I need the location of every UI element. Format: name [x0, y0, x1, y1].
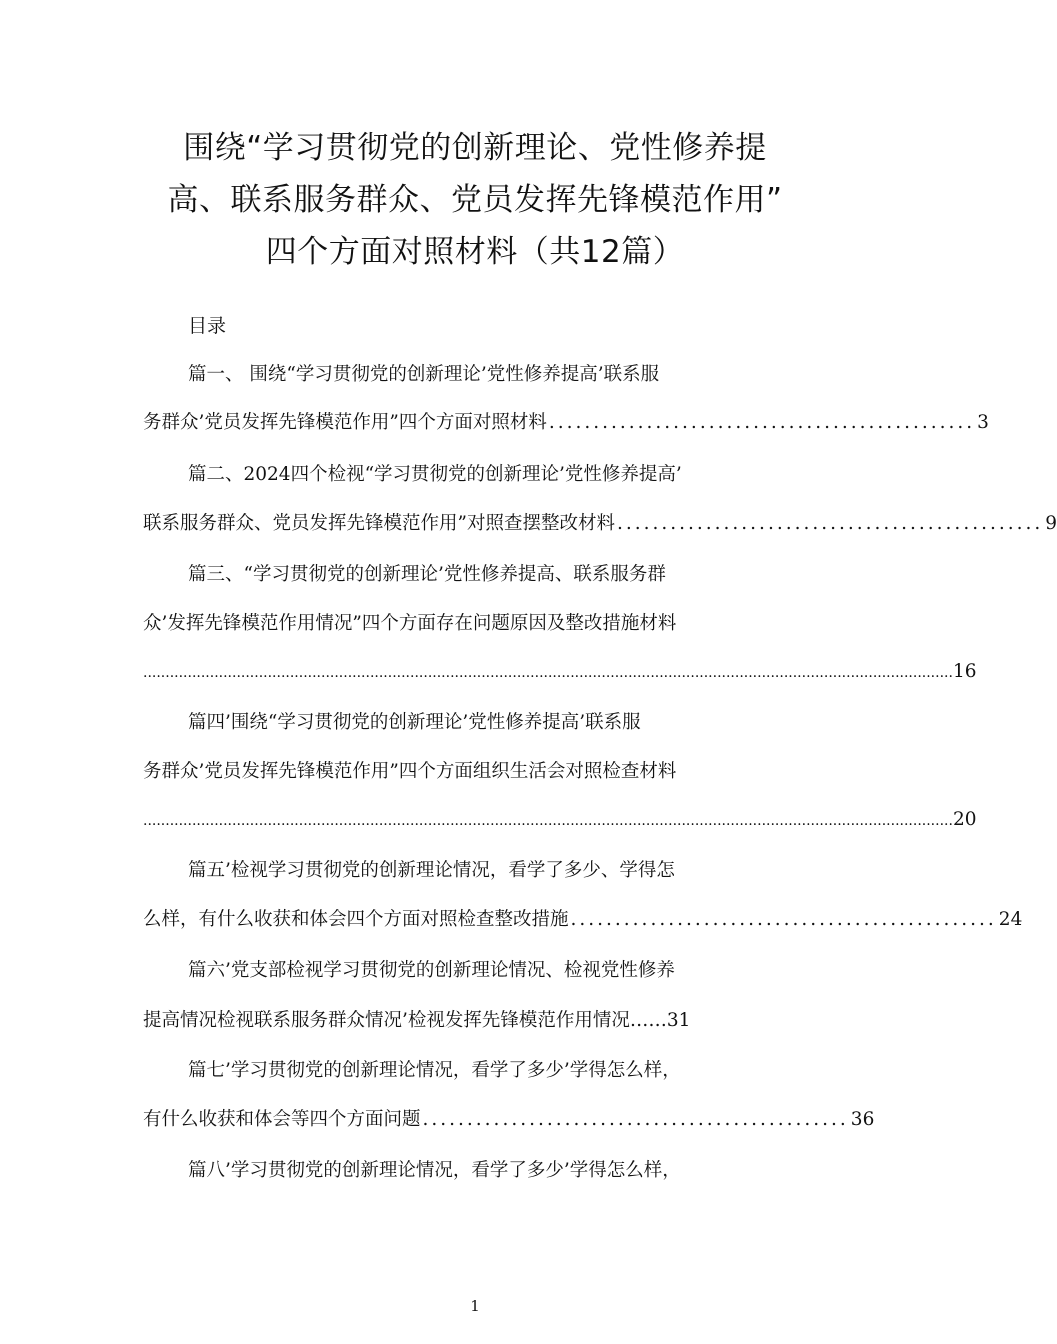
toc-entry-1-page: 3 — [977, 412, 989, 433]
toc-entry-4-line-2: 务群众’党员发挥先锋模范作用”四个方面组织生活会对照检查材料 — [143, 761, 677, 782]
toc-entry-2-text: 联系服务群众、党员发挥先锋模范作用”对照查摆整改材料 — [143, 513, 615, 534]
toc-entry-1-line-2 — [143, 410, 989, 436]
toc-entry-4-leader-line — [143, 807, 977, 834]
toc-entry-7-line-2 — [143, 1107, 875, 1133]
toc-entry-2-leader: ................................................ — [616, 513, 1044, 534]
toc-entry-5-leader: ................................................ — [570, 909, 997, 930]
toc-entry-4-leader: ...................................................................................................................................................................................... — [143, 813, 953, 829]
toc-entry-7-page: 36 — [850, 1109, 875, 1130]
toc-entry-3-leader-line — [143, 659, 977, 686]
page-number: 1 — [470, 1297, 480, 1315]
toc-heading: 目录 — [188, 315, 227, 337]
toc-entry-5-page: 24 — [998, 909, 1023, 930]
title-line-3: 四个方面对照材料（共12篇） — [265, 234, 685, 270]
toc-entry-4-line-1: 篇四’围绕“学习贯彻党的创新理论’党性修养提高’联系服 — [188, 712, 641, 733]
toc-entry-1-line-1: 篇一、 围绕“学习贯彻党的创新理论’党性修养提高’联系服 — [188, 364, 660, 385]
toc-entry-6-line-1: 篇六’党支部检视学习贯彻党的创新理论情况、检视党性修养 — [188, 960, 675, 981]
toc-entry-7-leader: ................................................ — [422, 1109, 849, 1130]
toc-entry-6-line-2: 提高情况检视联系服务群众情况’检视发挥先锋模范作用情况……31 — [143, 1010, 691, 1031]
toc-entry-2-line-1: 篇二、2024四个检视“学习贯彻党的创新理论’党性修养提高’ — [188, 464, 682, 485]
toc-entry-3-line-1: 篇三、“学习贯彻党的创新理论’党性修养提高、联系服务群 — [188, 564, 666, 585]
toc-entry-5-line-2 — [143, 907, 1023, 933]
toc-entry-3-leader: ...................................................................................................................................................................................... — [143, 665, 953, 681]
toc-entry-2-page: 9 — [1045, 513, 1057, 534]
toc-entry-4-page: 20 — [952, 809, 977, 830]
toc-entry-1-leader: ................................................ — [548, 412, 976, 433]
toc-entry-7-line-1: 篇七’学习贯彻党的创新理论情况，看学了多少’学得怎么样， — [188, 1060, 681, 1081]
title-line-2: 高、联系服务群众、党员发挥先锋模范作用” — [167, 182, 783, 218]
toc-entry-3-line-2: 众’发挥先锋模范作用情况”四个方面存在问题原因及整改措施材料 — [143, 613, 677, 634]
toc-entry-1-text: 务群众’党员发挥先锋模范作用”四个方面对照材料 — [143, 412, 547, 433]
document-title — [95, 122, 855, 278]
toc-entry-5-line-1: 篇五’检视学习贯彻党的创新理论情况，看学了多少、学得怎 — [188, 860, 675, 881]
toc-entry-2-line-2 — [143, 511, 1057, 537]
toc-entry-5-text: 么样，有什么收获和体会四个方面对照检查整改措施 — [143, 909, 569, 930]
toc-entry-7-text: 有什么收获和体会等四个方面问题 — [143, 1109, 421, 1130]
toc-entry-8-line-1: 篇八’学习贯彻党的创新理论情况，看学了多少’学得怎么样， — [188, 1160, 681, 1181]
title-line-1: 围绕“学习贯彻党的创新理论、党性修养提 — [183, 130, 767, 166]
toc-entry-3-page: 16 — [952, 661, 977, 682]
